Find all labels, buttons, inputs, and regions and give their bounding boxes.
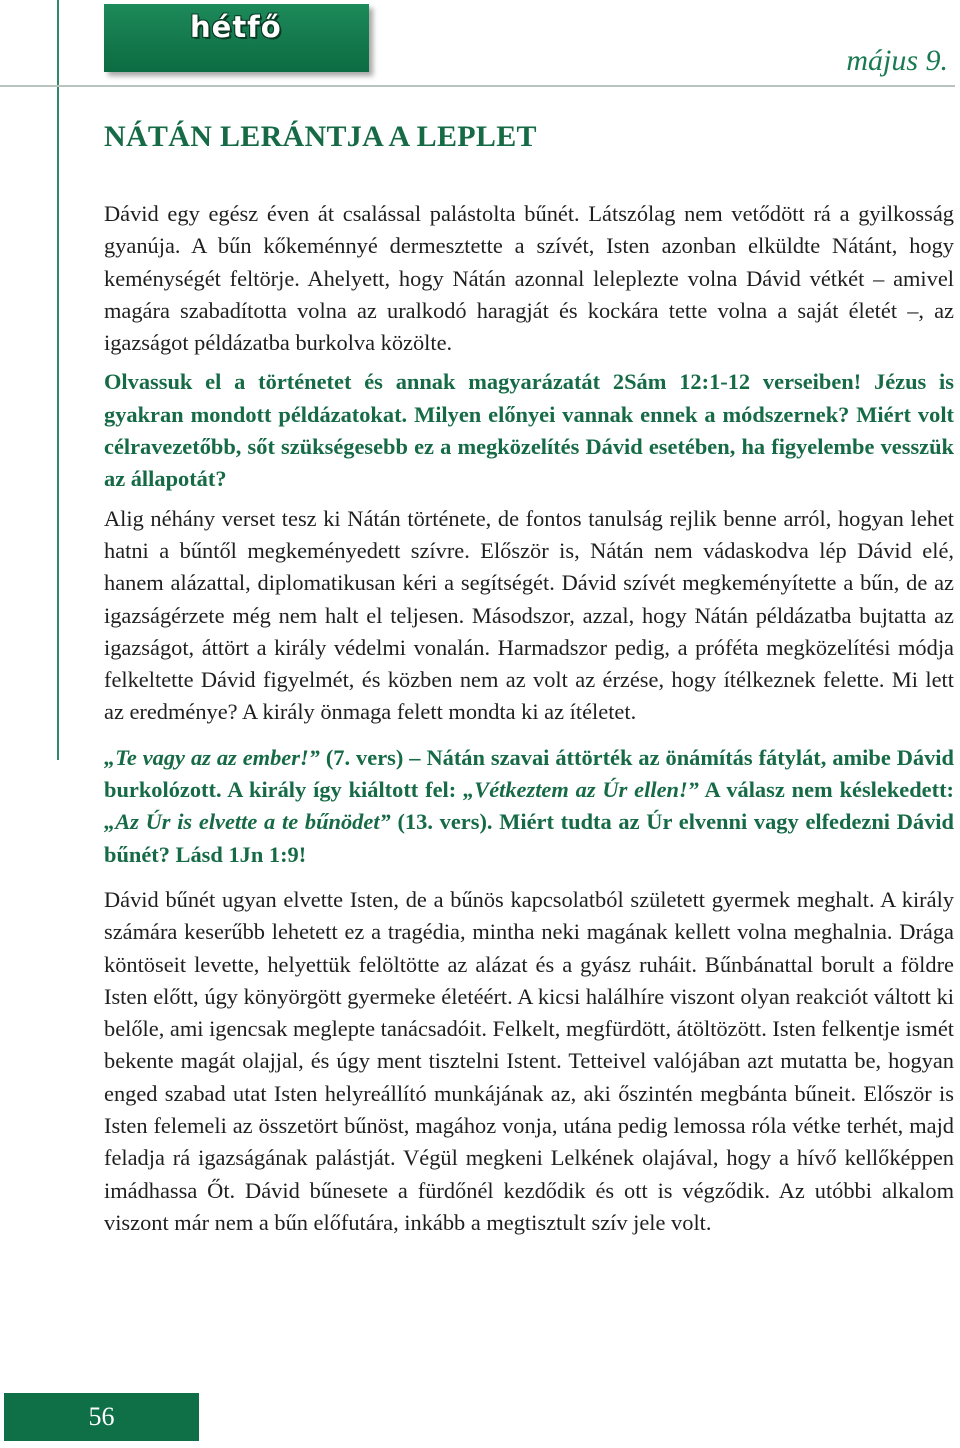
page-number: 56 [4, 1393, 199, 1441]
header-rule [0, 85, 955, 87]
paragraph-explanation: Alig néhány verset tesz ki Nátán története, de fontos tanulság rejlik benne arról, hogyan lehet hatni a bűntől megkeményedett szívre. Először is, Nátán nem vádaskodva lép Dávid elé, hanem alázattal, diplomatikusan kéri a segítségét. Dávid szívét megkeményítette a bűn, de az igazságérzete még nem halt el teljesen. Másodszor, azzal, hogy Nátán példázatba bujtatta az igazságot, áttört a király védelmi vonalán. Harmadszor pedig, a próféta megközelítési módja felkeltette Dávid figyelmét, és közben nem az volt az érzése, hogy ítélkeznek felette. Mi lett az eredménye? A király önmaga felett mondta ki az ítéletet. [104, 505, 954, 725]
study-question-2 [104, 742, 954, 871]
day-label: hétfő [190, 10, 282, 44]
question-2-text-1: (7. vers) – Nátán szavai áttörték az önámítás fátylát, amibe Dávid burkolózott. A király így kiáltott fel: [104, 744, 954, 803]
question-2-text-3: (13. vers). Miért tudta az Úr elvenni vagy elfedezni Dávid bűnét? Lásd 1Jn 1:9! [104, 809, 954, 867]
paragraph-conclusion: Dávid bűnét ugyan elvette Isten, de a bűnös kapcsolatból született gyermek meghalt. A király számára keserűbb lehetett ez a tragédia, mintha neki magának kellett volna meghalnia. Drága köntöseit levette, helyettük felöltötte az alázat és a gyász ruháit. Bűnbánattal borult a földre Isten előtt, úgy könyörgött gyermeke életéért. A kicsi halálhíre viszont olyan reakciót váltott ki belőle, ami igencsak meglepte tanácsadóit. Felkelt, megfürdött, átöltözött. Isten felkentje ismét bekente magát olajjal, és úgy ment tisztelni Istent. Tetteivel valójában azt mutatta be, hogyan enged szabad utat Isten helyreállító munkájának az, aki őszintén megbánta bűneit. Először is Isten felemeli az összetört bűnöst, magához vonja, utána pedig lemossa róla vétke terhét, majd feladja rá igazságának palástját. Végül megkeni Lelkének olajával, hogy a hívő kellőképpen imádhassa Őt. Dávid bűnesete a fürdőnél kezdődik és ott is végződik. Az utóbbi alkalom viszont már nem a bűn előfutára, inkább a megtisztult szív jele volt. [104, 886, 954, 1235]
quote-te-vagy: „Te vagy az az ember!” [104, 744, 320, 770]
lesson-date: május 9. [846, 44, 948, 77]
day-tab [104, 4, 369, 72]
quote-vetkeztem: „Vétkeztem az Úr ellen!” [463, 777, 699, 803]
paragraph-intro: Dávid egy egész éven át csalással palástolta bűnét. Látszólag nem vetődött rá a gyilkosság gyanúja. A bűn kőkeménnyé dermesztette a szívét, Isten azonban elküldte Nátánt, hogy keménységét feltörje. Ahelyett, hogy Nátán azonnal leleplezte volna Dávid vétkét – amivel magára szabadította volna az uralkodó haragját és kockára tette volna a saját életét –, az igazságot példázatba burkolva közölte. [104, 201, 954, 356]
quote-az-ur: „Az Úr is elvette a te bűnödet” [104, 809, 391, 835]
question-2-text-2: A válasz nem késlekedett: [698, 777, 954, 803]
lesson-body [104, 198, 954, 1239]
lesson-title: NÁTÁN LERÁNTJA A LEPLET [104, 120, 537, 153]
study-question-1: Olvassuk el a történetet és annak magyarázatát 2Sám 12:1-12 verseiben! Jézus is gyakran mondott példázatokat. Milyen előnyei vannak ennek a módszernek? Miért volt célravezetőbb, sőt szükségesebb ez a megközelítés Dávid esetében, ha figyelembe vesszük az állapotát? [104, 369, 954, 492]
margin-rule-vertical [57, 0, 59, 760]
